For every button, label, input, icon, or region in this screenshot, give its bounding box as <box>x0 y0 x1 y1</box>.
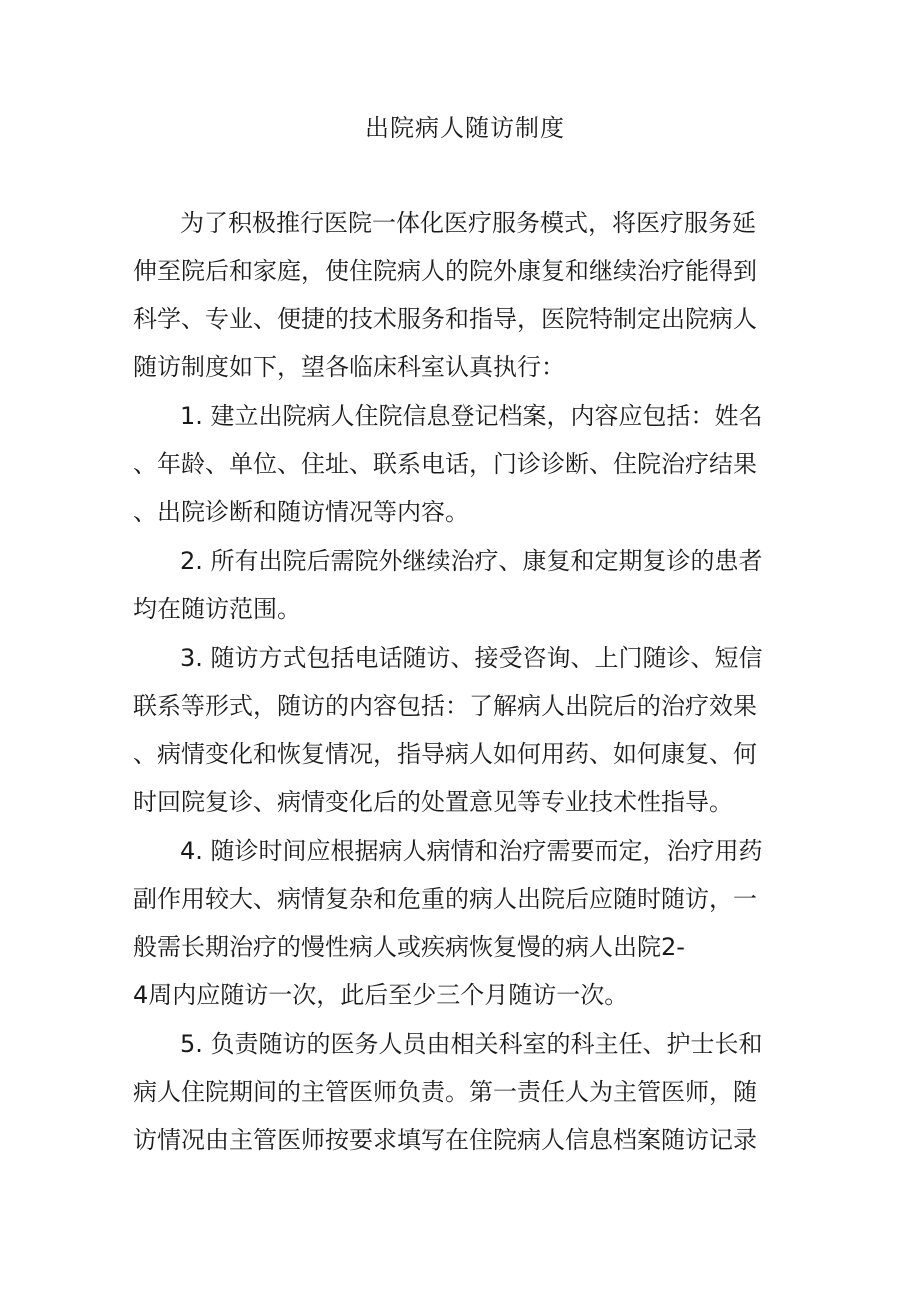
list-item-line: 访情况由主管医师按要求填写在住院病人信息档案随访记录 <box>133 1126 757 1154</box>
list-item-line: 均在随访范围。 <box>133 595 301 623</box>
list-item-line: 3. 随访方式包括电话随访、接受咨询、上门随诊、短信 <box>180 644 763 672</box>
list-item-line: 、出院诊断和随访情况等内容。 <box>133 498 469 526</box>
list-item-line: 病人住院期间的主管医师负责。第一责任人为主管医师，随 <box>133 1078 757 1106</box>
list-item-line: 4周内应随访一次，此后至少三个月随访一次。 <box>133 981 629 1009</box>
document-title: 出院病人随访制度 <box>365 114 565 142</box>
paragraph-line: 伸至院后和家庭，使住院病人的院外康复和继续治疗能得到 <box>133 257 757 285</box>
paragraph-line: 为了积极推行医院一体化医疗服务模式，将医疗服务延 <box>180 209 756 237</box>
paragraph-line: 随访制度如下，望各临床科室认真执行： <box>133 353 565 381</box>
list-item-line: 时回院复诊、病情变化后的处置意见等专业技术性指导。 <box>133 788 733 816</box>
list-item-line: 、病情变化和恢复情况，指导病人如何用药、如何康复、何 <box>133 740 757 768</box>
list-item-line: 般需长期治疗的慢性病人或疾病恢复慢的病人出院2- <box>133 933 685 961</box>
paragraph-line: 科学、专业、便捷的技术服务和指导，医院特制定出院病人 <box>133 305 757 333</box>
list-item-line: 、年龄、单位、住址、联系电话，门诊诊断、住院治疗结果 <box>133 450 757 478</box>
list-item-line: 联系等形式，随访的内容包括：了解病人出院后的治疗效果 <box>133 692 757 720</box>
list-item-line: 副作用较大、病情复杂和危重的病人出院后应随时随访，一 <box>133 885 757 913</box>
list-item-line: 4. 随诊时间应根据病人病情和治疗需要而定，治疗用药 <box>180 837 763 865</box>
list-item-line: 1. 建立出院病人住院信息登记档案，内容应包括：姓名 <box>180 402 763 430</box>
list-item-line: 5. 负责随访的医务人员由相关科室的科主任、护士长和 <box>180 1030 763 1058</box>
list-item-line: 2. 所有出院后需院外继续治疗、康复和定期复诊的患者 <box>180 547 763 575</box>
